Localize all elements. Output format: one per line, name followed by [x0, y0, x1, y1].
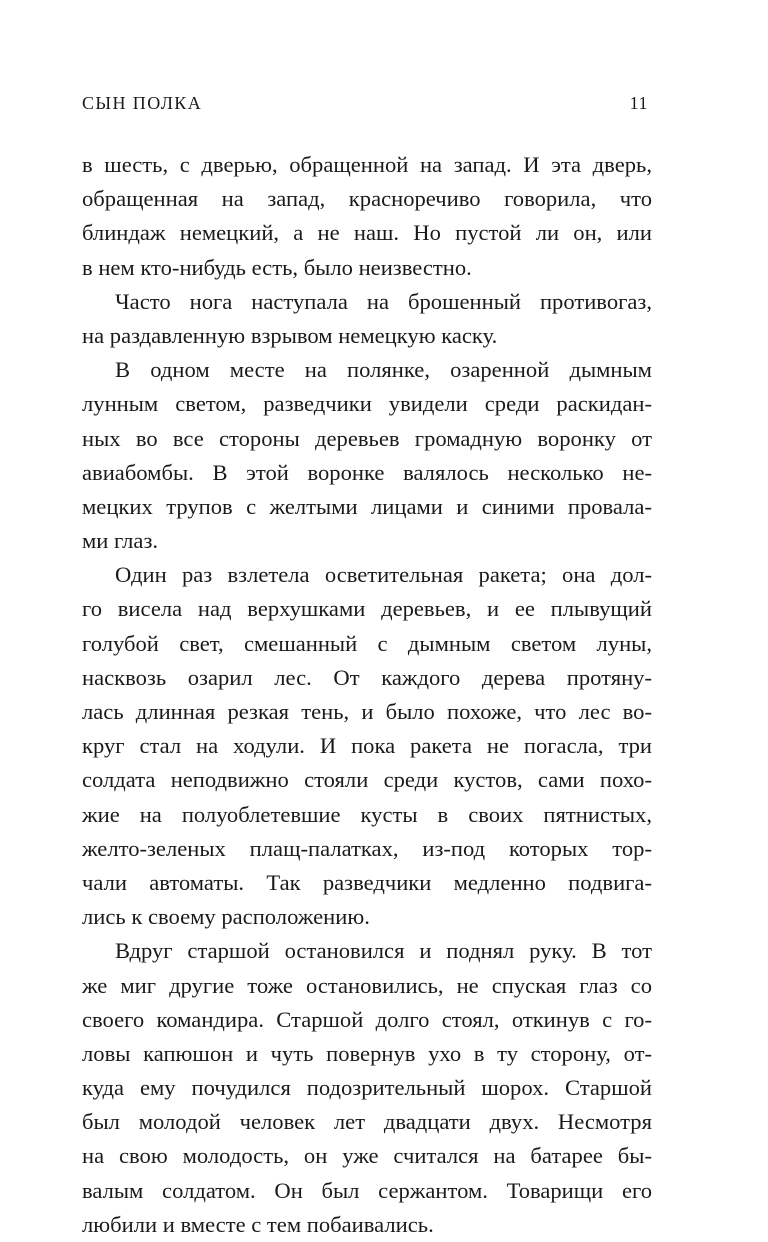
text-line: солдата неподвижно стояли среди кустов, сами похо- — [82, 767, 652, 793]
paragraph — [82, 934, 652, 1242]
text-line: Часто нога наступала на брошенный противогаз, — [115, 288, 652, 314]
page-number: 11 — [629, 93, 648, 113]
text-line: на раздавленную взрывом немецкую каску. — [82, 322, 498, 348]
text-line: В одном месте на полянке, озаренной дымным — [115, 357, 652, 383]
text-line: лись к своему расположению. — [82, 904, 370, 930]
paragraph — [82, 148, 652, 285]
text-line: чали автоматы. Так разведчики медленно подвига- — [82, 869, 652, 895]
text-line: голубой свет, смешанный с дымным светом луны, — [82, 630, 652, 656]
running-header — [82, 93, 648, 117]
text-line: же миг другие тоже остановились, не спуская глаз со — [82, 972, 652, 998]
text-line: в нем кто-нибудь есть, было неизвестно. — [82, 254, 472, 280]
paragraph — [82, 558, 652, 934]
text-line: своего командира. Старшой долго стоял, откинув с го- — [82, 1006, 652, 1032]
text-line: жие на полуоблетевшие кусты в своих пятнистых, — [82, 801, 652, 827]
text-line: обращенная на запад, красноречиво говорила, что — [82, 186, 652, 212]
paragraph — [82, 353, 652, 558]
text-line: ми глаз. — [82, 528, 159, 554]
body-text — [82, 148, 652, 1242]
text-line: авиабомбы. В этой воронке валялось несколько не- — [82, 459, 652, 485]
text-line: лась длинная резкая тень, и было похоже, что лес во- — [82, 699, 652, 724]
text-line: любили и вместе с тем побаивались. — [82, 1211, 434, 1237]
text-line: круг стал на ходули. И пока ракета не погасла, три — [82, 733, 652, 759]
text-line: желто-зеленых плащ-палатках, из-под которых тор- — [82, 835, 652, 861]
book-title: СЫН ПОЛКА — [82, 93, 203, 113]
text-line: ных во все стороны деревьев громадную воронку от — [82, 425, 652, 451]
text-line: был молодой человек лет двадцати двух. Несмотря — [82, 1109, 652, 1135]
text-line: блиндаж немецкий, а не наш. Но пустой ли он, или — [82, 220, 652, 246]
text-line: го висела над верхушками деревьев, и ее плывущий — [82, 596, 652, 622]
text-line: ловы капюшон и чуть повернув ухо в ту сторону, от- — [82, 1040, 652, 1066]
text-line: в шесть, с дверью, обращенной на запад. И эта дверь, — [82, 152, 652, 177]
text-line: Вдруг старшой остановился и поднял руку. В тот — [115, 938, 652, 964]
text-line: насквозь озарил лес. От каждого дерева протяну- — [82, 664, 652, 690]
text-line: куда ему почудился подозрительный шорох. Старшой — [82, 1075, 652, 1101]
paragraph — [82, 285, 652, 353]
text-line: Один раз взлетела осветительная ракета; она дол- — [115, 562, 652, 588]
text-line: мецких трупов с желтыми лицами и синими провала- — [82, 493, 652, 519]
text-line: на свою молодость, он уже считался на батарее бы- — [82, 1143, 652, 1169]
text-line: валым солдатом. Он был сержантом. Товарищи его — [82, 1177, 652, 1203]
text-line: лунным светом, разведчики увидели среди раскидан- — [82, 391, 652, 417]
